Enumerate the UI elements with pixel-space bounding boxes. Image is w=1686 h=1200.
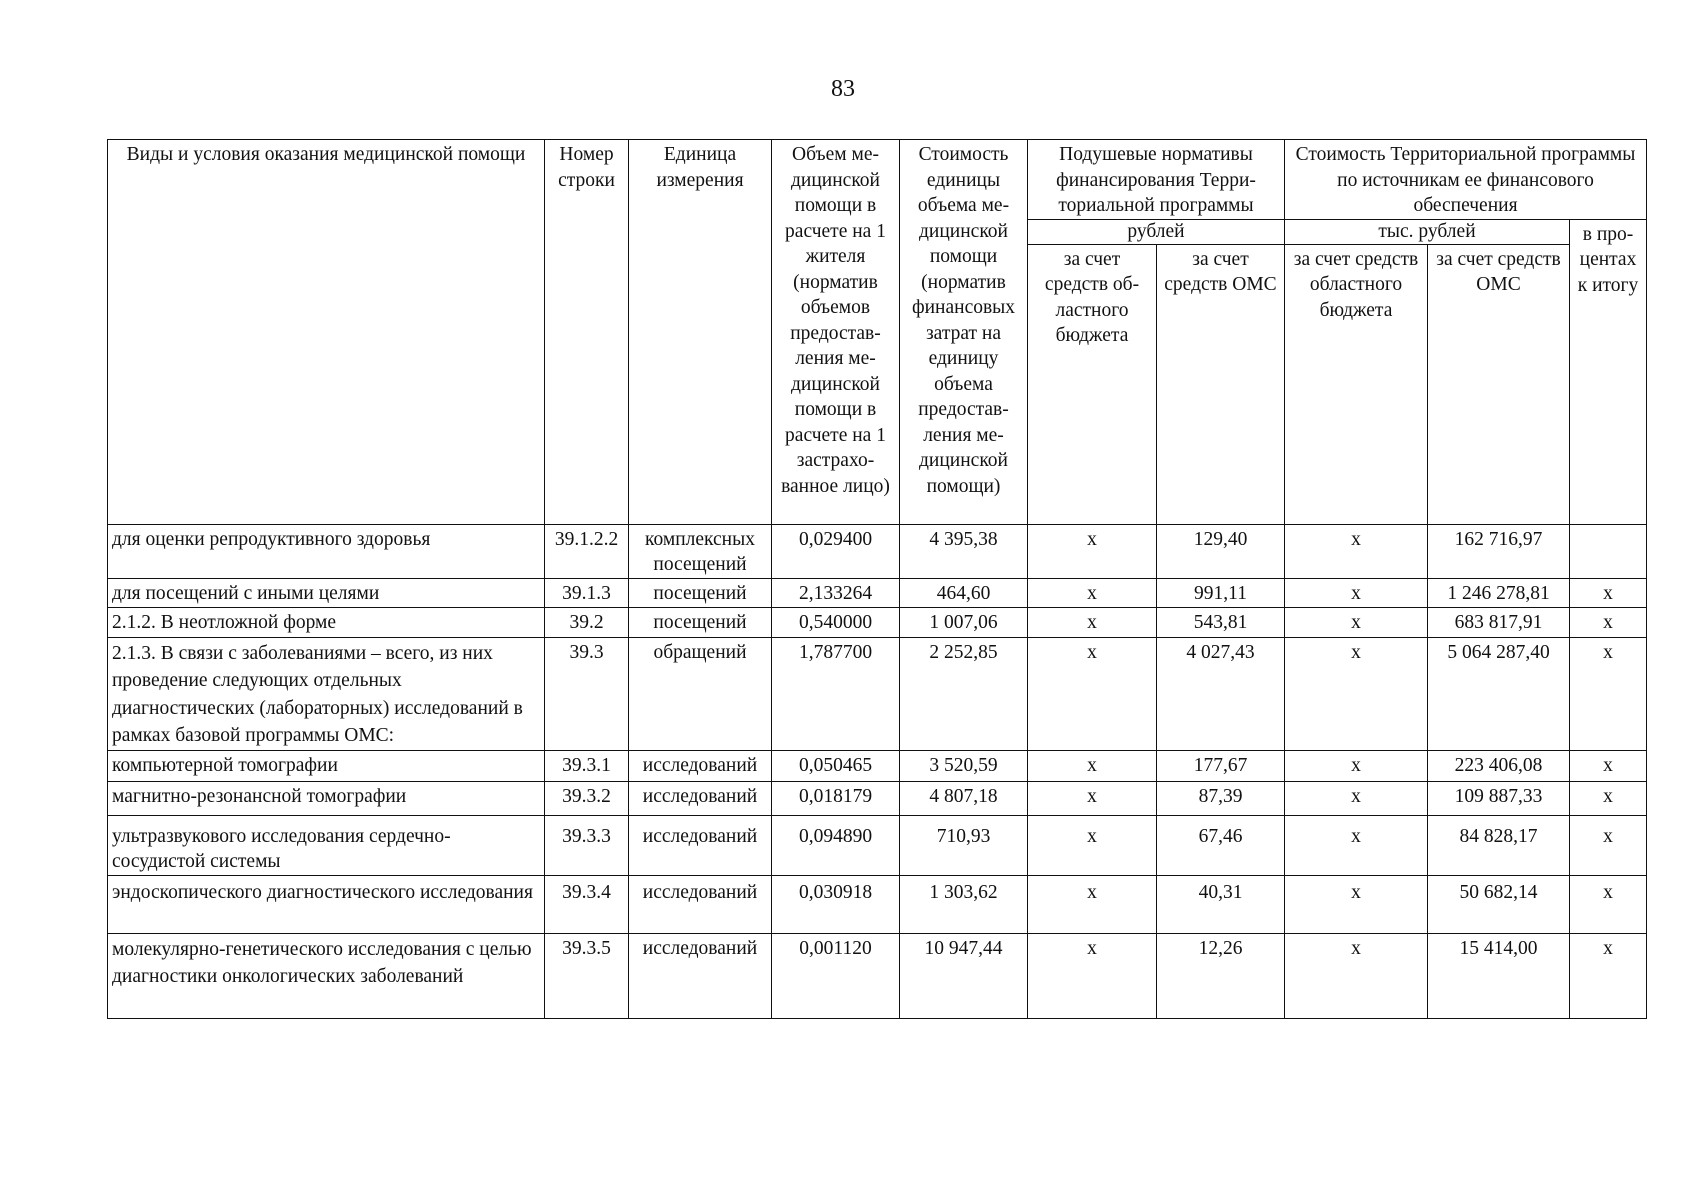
row-percent bbox=[1570, 524, 1647, 578]
row-pc-budget: х bbox=[1028, 815, 1157, 875]
row-pc-budget: х bbox=[1028, 607, 1157, 637]
row-pc-oms: 129,40 bbox=[1157, 524, 1285, 578]
row-volume: 0,018179 bbox=[772, 781, 900, 815]
row-volume: 1,787700 bbox=[772, 637, 900, 750]
row-tc-budget: х bbox=[1285, 781, 1428, 815]
row-cost: 1 303,62 bbox=[900, 875, 1028, 933]
row-unit: посещений bbox=[629, 607, 772, 637]
row-unit: комплексных посещений bbox=[629, 524, 772, 578]
header-percent: в процентах к итогу bbox=[1570, 219, 1647, 524]
row-number: 39.3.2 bbox=[545, 781, 629, 815]
row-tc-budget: х bbox=[1285, 750, 1428, 781]
row-unit: посещений bbox=[629, 578, 772, 607]
row-name: 2.1.3. В связи с заболеваниями – всего, из них проведение следующих отдельных диагностических (лабораторных) исследований в рамках базовой программы ОМС: bbox=[108, 637, 545, 750]
row-name: компьютерной томографии bbox=[108, 750, 545, 781]
table-row bbox=[108, 578, 1647, 607]
row-tc-budget: х bbox=[1285, 815, 1428, 875]
row-cost: 4 807,18 bbox=[900, 781, 1028, 815]
row-tc-budget: х bbox=[1285, 637, 1428, 750]
row-pc-budget: х bbox=[1028, 578, 1157, 607]
row-cost: 710,93 bbox=[900, 815, 1028, 875]
row-percent: х bbox=[1570, 578, 1647, 607]
row-pc-oms: 543,81 bbox=[1157, 607, 1285, 637]
row-pc-oms: 87,39 bbox=[1157, 781, 1285, 815]
row-percent: х bbox=[1570, 815, 1647, 875]
row-unit: исследований bbox=[629, 750, 772, 781]
header-volume: Объем медицинской помощи в расчете на 1 жителя (норматив объемов предоставления медицинской помощи в расчете на 1 застрахованное лицо) bbox=[772, 140, 900, 525]
row-number: 39.3.3 bbox=[545, 815, 629, 875]
row-name: магнитно-резонансной томографии bbox=[108, 781, 545, 815]
row-tc-budget: х bbox=[1285, 524, 1428, 578]
row-pc-budget: х bbox=[1028, 875, 1157, 933]
financing-table bbox=[107, 139, 1647, 1019]
row-name: молекулярно-генетического исследования с целью диагностики онкологических заболеваний bbox=[108, 933, 545, 1018]
page-number: 83 bbox=[831, 76, 855, 102]
row-pc-oms: 12,26 bbox=[1157, 933, 1285, 1018]
row-tc-oms: 223 406,08 bbox=[1428, 750, 1570, 781]
row-pc-oms: 4 027,43 bbox=[1157, 637, 1285, 750]
header-per-capita-group: Подушевые нормативы финансирования Территориальной программы bbox=[1028, 140, 1285, 220]
row-pc-oms: 67,46 bbox=[1157, 815, 1285, 875]
row-volume: 0,030918 bbox=[772, 875, 900, 933]
row-volume: 2,133264 bbox=[772, 578, 900, 607]
row-tc-oms: 109 887,33 bbox=[1428, 781, 1570, 815]
row-pc-budget: х bbox=[1028, 637, 1157, 750]
row-name: для оценки репродуктивного здоровья bbox=[108, 524, 545, 578]
row-tc-budget: х bbox=[1285, 933, 1428, 1018]
header-type: Виды и условия оказания медицинской помощи bbox=[108, 140, 545, 525]
row-unit: исследований bbox=[629, 933, 772, 1018]
header-row-number: Номер строки bbox=[545, 140, 629, 525]
row-percent: х bbox=[1570, 750, 1647, 781]
header-unit-thous-rub: тыс. рублей bbox=[1285, 219, 1570, 244]
row-unit: обращений bbox=[629, 637, 772, 750]
row-volume: 0,029400 bbox=[772, 524, 900, 578]
table-row bbox=[108, 637, 1647, 750]
row-pc-oms: 177,67 bbox=[1157, 750, 1285, 781]
header-unit-rub: рублей bbox=[1028, 219, 1285, 244]
row-name: 2.1.2. В неотложной форме bbox=[108, 607, 545, 637]
row-name: ультразвукового исследования сердечно-сосудистой системы bbox=[108, 815, 545, 875]
row-name: эндоскопического диагностического исследования bbox=[108, 875, 545, 933]
row-number: 39.1.3 bbox=[545, 578, 629, 607]
row-unit: исследований bbox=[629, 875, 772, 933]
header-pc-regional-budget: за счет средств областного бюджета bbox=[1028, 244, 1157, 524]
row-tc-budget: х bbox=[1285, 607, 1428, 637]
header-cost: Стоимость единицы объема медицинской помощи (норматив финансовых затрат на единицу объема предоставления медицинской помощи) bbox=[900, 140, 1028, 525]
table-row bbox=[108, 933, 1647, 1018]
row-cost: 3 520,59 bbox=[900, 750, 1028, 781]
row-name: для посещений с иными целями bbox=[108, 578, 545, 607]
row-volume: 0,540000 bbox=[772, 607, 900, 637]
row-tc-oms: 50 682,14 bbox=[1428, 875, 1570, 933]
row-tc-oms: 162 716,97 bbox=[1428, 524, 1570, 578]
table-row bbox=[108, 524, 1647, 578]
row-number: 39.3 bbox=[545, 637, 629, 750]
row-pc-budget: х bbox=[1028, 750, 1157, 781]
row-volume: 0,001120 bbox=[772, 933, 900, 1018]
row-unit: исследований bbox=[629, 815, 772, 875]
row-pc-budget: х bbox=[1028, 781, 1157, 815]
row-number: 39.3.5 bbox=[545, 933, 629, 1018]
row-volume: 0,094890 bbox=[772, 815, 900, 875]
row-cost: 1 007,06 bbox=[900, 607, 1028, 637]
row-percent: х bbox=[1570, 781, 1647, 815]
row-percent: х bbox=[1570, 875, 1647, 933]
row-unit: исследований bbox=[629, 781, 772, 815]
row-pc-oms: 991,11 bbox=[1157, 578, 1285, 607]
header-tc-oms: за счет средств ОМС bbox=[1428, 244, 1570, 524]
row-cost: 464,60 bbox=[900, 578, 1028, 607]
row-cost: 10 947,44 bbox=[900, 933, 1028, 1018]
header-tc-regional-budget: за счет средств областного бюджета bbox=[1285, 244, 1428, 524]
row-tc-oms: 5 064 287,40 bbox=[1428, 637, 1570, 750]
row-percent: х bbox=[1570, 637, 1647, 750]
table-row bbox=[108, 750, 1647, 781]
row-cost: 4 395,38 bbox=[900, 524, 1028, 578]
row-number: 39.1.2.2 bbox=[545, 524, 629, 578]
table-row bbox=[108, 607, 1647, 637]
row-tc-oms: 15 414,00 bbox=[1428, 933, 1570, 1018]
table-row bbox=[108, 875, 1647, 933]
row-pc-budget: х bbox=[1028, 524, 1157, 578]
row-number: 39.3.4 bbox=[545, 875, 629, 933]
row-tc-budget: х bbox=[1285, 875, 1428, 933]
row-percent: х bbox=[1570, 933, 1647, 1018]
row-percent: х bbox=[1570, 607, 1647, 637]
row-pc-budget: х bbox=[1028, 933, 1157, 1018]
row-tc-budget: х bbox=[1285, 578, 1428, 607]
row-number: 39.2 bbox=[545, 607, 629, 637]
row-volume: 0,050465 bbox=[772, 750, 900, 781]
table-row bbox=[108, 815, 1647, 875]
row-tc-oms: 1 246 278,81 bbox=[1428, 578, 1570, 607]
row-tc-oms: 84 828,17 bbox=[1428, 815, 1570, 875]
header-unit: Единица измерения bbox=[629, 140, 772, 525]
row-cost: 2 252,85 bbox=[900, 637, 1028, 750]
header-program-cost-group: Стоимость Территориальной программы по источникам ее финансового обеспечения bbox=[1285, 140, 1647, 220]
header-pc-oms: за счет средств ОМС bbox=[1157, 244, 1285, 524]
table-row bbox=[108, 781, 1647, 815]
row-pc-oms: 40,31 bbox=[1157, 875, 1285, 933]
row-tc-oms: 683 817,91 bbox=[1428, 607, 1570, 637]
row-number: 39.3.1 bbox=[545, 750, 629, 781]
